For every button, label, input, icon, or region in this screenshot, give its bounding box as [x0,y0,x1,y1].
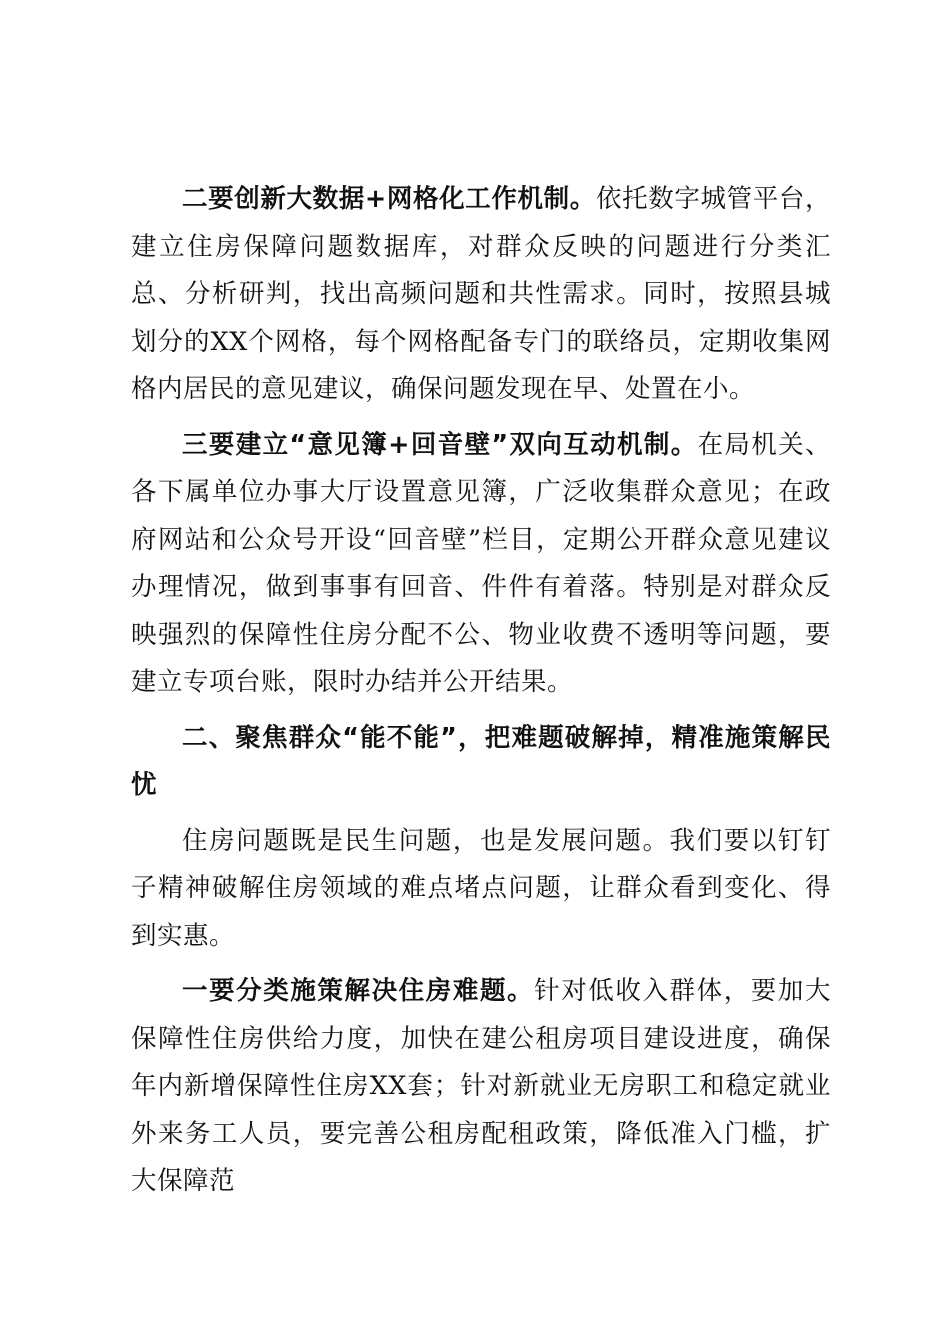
paragraph-text: 依托数字城管平台，建立住房保障问题数据库，对群众反映的问题进行分类汇总、分析研判，找出高频问题和共性需求。同时，按照县城划分的XX个网格，每个网格配备专门的联络员，定期收集网格内居民的意见建议，确保问题发现在早、处置在小。 [131,184,831,404]
paragraph-lead: 二要创新大数据+网格化工作机制。 [182,184,596,214]
paragraph-feedback-mechanism [131,422,831,707]
paragraph-housing-measures [131,968,831,1206]
paragraph-text: 针对低收入群体，要加大保障性住房供给力度，加快在建公租房项目建设进度，确保年内新增保障性住房XX套；针对新就业无房职工和稳定就业外来务工人员，要完善公租房配租政策，降低准入门槛，扩大保障范 [131,976,831,1196]
section-heading: 二、聚焦群众“能不能”，把难题破解掉，精准施策解民忧 [131,722,831,800]
document-body [131,176,831,1214]
paragraph-lead: 一要分类施策解决住房难题。 [182,976,535,1006]
section-intro-paragraph: 住房问题既是民生问题，也是发展问题。我们要以钉钉子精神破解住房领域的难点堵点问题，让群众看到变化、得到实惠。 [131,825,831,951]
paragraph-lead: 三要建立“意见簿+回音壁”双向互动机制。 [182,429,698,460]
paragraph-text: 在局机关、各下属单位办事大厅设置意见簿，广泛收集群众意见；在政府网站和公众号开设“回音壁”栏目，定期公开群众意见建议办理情况，做到事事有回音、件件有着落。特别是对群众反映强烈的保障性住房分配不公、物业收费不透明等问题，要建立专项台账，限时办结并公开结果。 [131,429,831,697]
paragraph-big-data-grid [131,176,831,414]
